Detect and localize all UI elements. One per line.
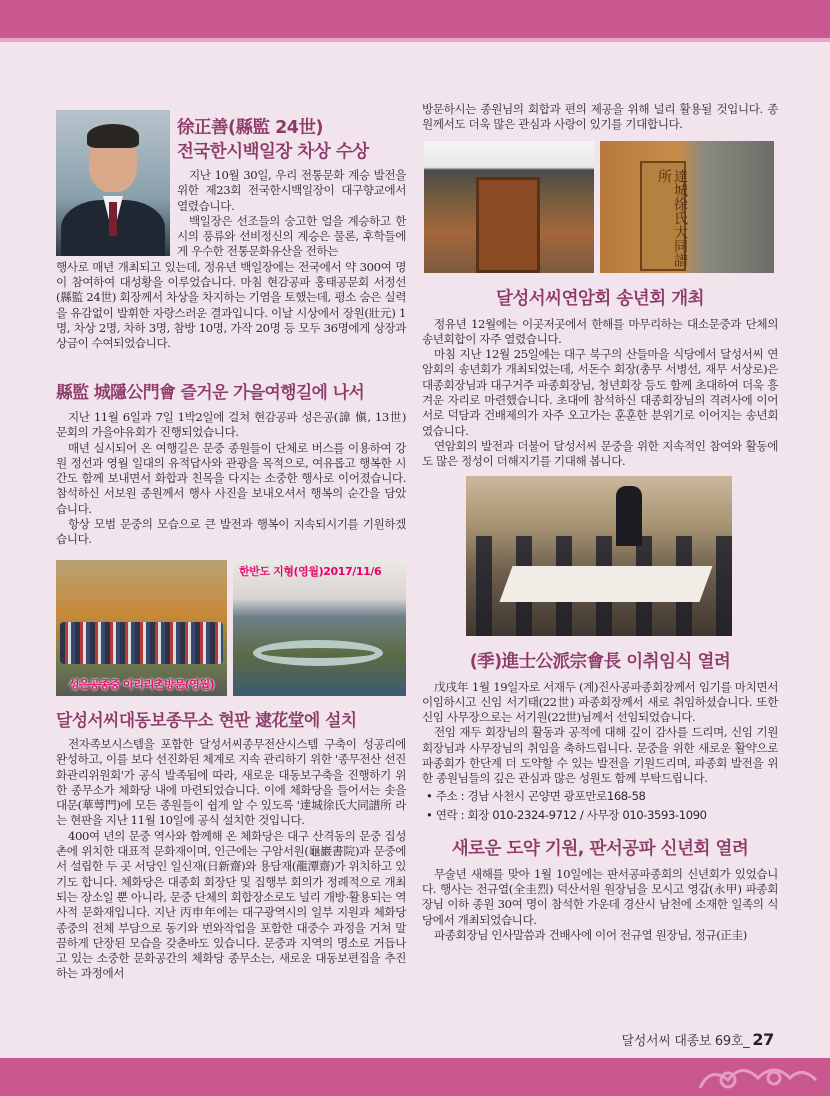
right-column — [422, 102, 778, 943]
paragraph: 방문하시는 종원님의 회합과 편의 제공을 위해 널리 활용될 것입니다. 종원께서도 더욱 많은 관심과 사랑이 있기를 기대합니다. — [422, 102, 778, 132]
page-footer — [621, 1030, 774, 1049]
article-signboard — [56, 708, 406, 982]
article-title-autumn-trip: 縣監 城隱公門會 즐거운 가을여행길에 나서 — [56, 382, 365, 402]
signboard-text: 達城徐氏大同譜所 — [656, 168, 688, 267]
article-title-poetry-contest — [177, 116, 369, 164]
paragraph: 항상 모범 문중의 모습으로 큰 발전과 행복이 지속되시기를 기원하겠습니다. — [56, 517, 406, 547]
paragraph: 지난 10월 30일, 우리 전통문화 계승 발전을 위한 제23회 전국한시백일장이 대구향교에서 열렸습니다. — [177, 168, 406, 213]
gate-photo — [424, 141, 594, 273]
paragraph: 파종회장님 인사말씀과 건배사에 이어 전규열 원장님, 정규(正圭) — [434, 927, 747, 942]
title-line-1: 徐正善(縣監 24世) — [177, 118, 323, 138]
paragraph: 무술년 새해를 맞아 1월 10일에는 판서공파종회의 신년회가 있었습니다. 행사는 전규열(全圭烈) 덕산서원 원장님을 모시고 영갑(永甲) 파종회장님 이하 종원 30여 명이 참석한 가운데 경산시 남천에 소재한 일족의 식당에서 개최되었습니다. — [422, 866, 778, 927]
contact-list — [422, 787, 778, 825]
paragraph: 400여 년의 문중 역사와 함께해 온 체화당은 대구 산격동의 문중 집성촌에 위치한 대표적 문화재이며, 인근에는 구암서원(龜巖書院)과 문중에서 설립한 두 곳 서당인 일신재(日新齋)와 용담재(龍潭齋)가 위치하고 있기도 합니다. 체화당은 대종회 회장단 및 집행부 회의가 정례적으로 개최되는 장소일 뿐 아니라, 문중 단체의 회합장소로도 널리 개방·활용되는 역사적 문화재입니다. 지난 丙申年에는 대구광역시의 일부 지원과 체화당종중의 전체 부담으로 동기와 번와작업을 포함한 대중수 과정을 거쳐 말끔하게 단장된 모습을 갖춘바도 있습니다. 문중과 지역의 명소로 거듭나고 있는 소중한 문화공간의 체화당 종무소는, 새로운 대동보편집을 추진하는 과정에서 — [56, 828, 406, 981]
title-line-2: 전국한시백일장 차상 수상 — [177, 142, 369, 162]
paragraph: 전자족보시스템을 포함한 달성서씨종무전산시스템 구축이 성공리에 완성하고, 이를 보다 선진화된 체계로 지속 관리하기 위한 '종무전산 선진화관리위원회'가 공식 발족됨에 따라, 새로운 대동보구축을 진행하기 위한 종무소가 체화당 내에 마련되었습니다. 이에 체화당을 들어서는 솟을 대문(華萼門)에 모든 종원들이 쉽게 알 수 있도록 '達城徐氏大同譜所 라는 현판을 지난 11월 10일에 공식 설치한 것입니다. — [56, 737, 406, 828]
paragraph: 戊戌年 1월 19일자로 서재두 (계)진사공파종회장께서 임기를 마치면서 이임하시고 신임 서기태(22世) 파종회장께서 새로 취임하셨습니다. 또한 신임 사무장으로는 서기원(22世)님께서 선임되었습니다. — [422, 679, 778, 725]
paragraph: 백일장은 선조들의 숭고한 얼을 계승하고 한시의 풍류와 선비정신의 계승은 물론, 후학들에게 우수한 전통문화유산을 전하는 — [177, 213, 406, 259]
phone-item: • 연락 : 회장 010-2324-9712 / 사무장 010-3593-1090 — [426, 807, 707, 822]
page-number: 27 — [752, 1030, 774, 1049]
article-title-signboard: 달성서씨대동보종무소 현판 逮花堂에 설치 — [56, 710, 357, 730]
paragraph: 전임 재두 회장님의 활동과 공적에 대해 깊이 감사를 드리며, 신임 기원 회장님과 사무장님의 취임을 축하드립니다. 문중을 위한 새로운 활약으로 파종회가 한단계 더 도약할 수 있는 발전을 기원드리며, 파종회 발전을 위한 종원님들의 깊은 관심과 많은 성원도 함께 부탁드립니다. — [422, 725, 778, 786]
paragraph: 지난 11월 6일과 7일 1박2일에 걸쳐 현감공파 성은공(諱 愼, 13世) 문회의 가을야유회가 진행되었습니다. — [56, 410, 406, 440]
bottom-banner — [0, 1058, 830, 1096]
paragraph: 연암회의 발전과 더불어 달성서씨 문중을 위한 지속적인 참여와 활동에도 많은 정성이 더해지기를 기대해 봅니다. — [422, 438, 778, 469]
group-photo — [56, 560, 227, 696]
article-title-yearend: 달성서씨연암회 송년회 개최 — [495, 288, 705, 309]
cloud-ornament-icon — [690, 1058, 830, 1096]
paragraph: 마침 지난 12월 25일에는 대구 북구의 산들마을 식당에서 달성서씨 연암회의 송년회가 개최되었는데, 서돈수 회장(총무 서병선, 재무 서상로)은 대종회장님과 대구거주 파종회장님, 청년회장 등도 함께 초대하여 더욱 흥겨운 자리로 마련했습니다. 초대에 참석하신 대종회장님의 격려사에 이어 서로 덕담과 건배제의가 자주 오고가는 훈훈한 분위기로 이어지는 송년회였습니다. — [422, 347, 778, 438]
paragraph: 매년 실시되어 온 여행길은 문중 종원들이 단체로 버스를 이용하여 강원 정선과 영월 일대의 유적답사와 관광을 목적으로, 여유롭고 행복한 시간도 함께 보내면서 화합과 친목을 다지는 소중한 행사로 이어졌습니다. 참석하신 서보원 종원께서 행사 사진을 보내오셔서 행복의 순간을 담았습니다. — [56, 440, 406, 516]
signboard-photo — [600, 141, 774, 273]
paragraph: 정유년 12월에는 이곳저곳에서 한해를 마무리하는 대소문중과 단체의 송년회합이 자주 열렸습니다. — [422, 316, 778, 346]
address-item: • 주소 : 경남 사천시 곤양면 광포만로168-58 — [426, 788, 646, 803]
trip-photos — [56, 560, 406, 696]
signboard-photos — [422, 141, 778, 273]
yearend-party-photo — [466, 476, 732, 636]
photo-caption: 한반도 지형(영월)2017/11/6 — [239, 565, 382, 578]
photo-caption: 성은공종중 아리리촌방문(영월) — [68, 678, 215, 691]
article-title-inauguration: (季)進士公派宗會長 이취임식 열려 — [469, 651, 731, 672]
paragraph: 행사로 매년 개최되고 있는데, 정유년 백일장에는 전국에서 약 300여 명이 참여하여 대성황을 이루었습니다. 마침 현감공파 홍태공문회 서정선(縣監 24世) 회장께서 차상을 차지하는 기염을 토했는데, 평소 숨은 실력을 유감없이 발휘한 자랑스러운 결과입니다. 이날 시상에서 장원(壯元) 1명, 차상 2명, 차하 3명, 참방 10명, 가작 20명 등 모두 36명에게 상장과 상금이 수여되었습니다. — [56, 259, 406, 351]
publication-name: 달성서씨 대종보 69호_ — [621, 1034, 750, 1049]
article-body-poetry-contest — [56, 168, 406, 352]
landscape-photo — [233, 560, 406, 696]
article-title-newyear: 새로운 도약 기원, 판서공파 신년회 열려 — [451, 838, 749, 859]
top-banner — [0, 0, 830, 38]
article-autumn-trip — [56, 380, 406, 548]
